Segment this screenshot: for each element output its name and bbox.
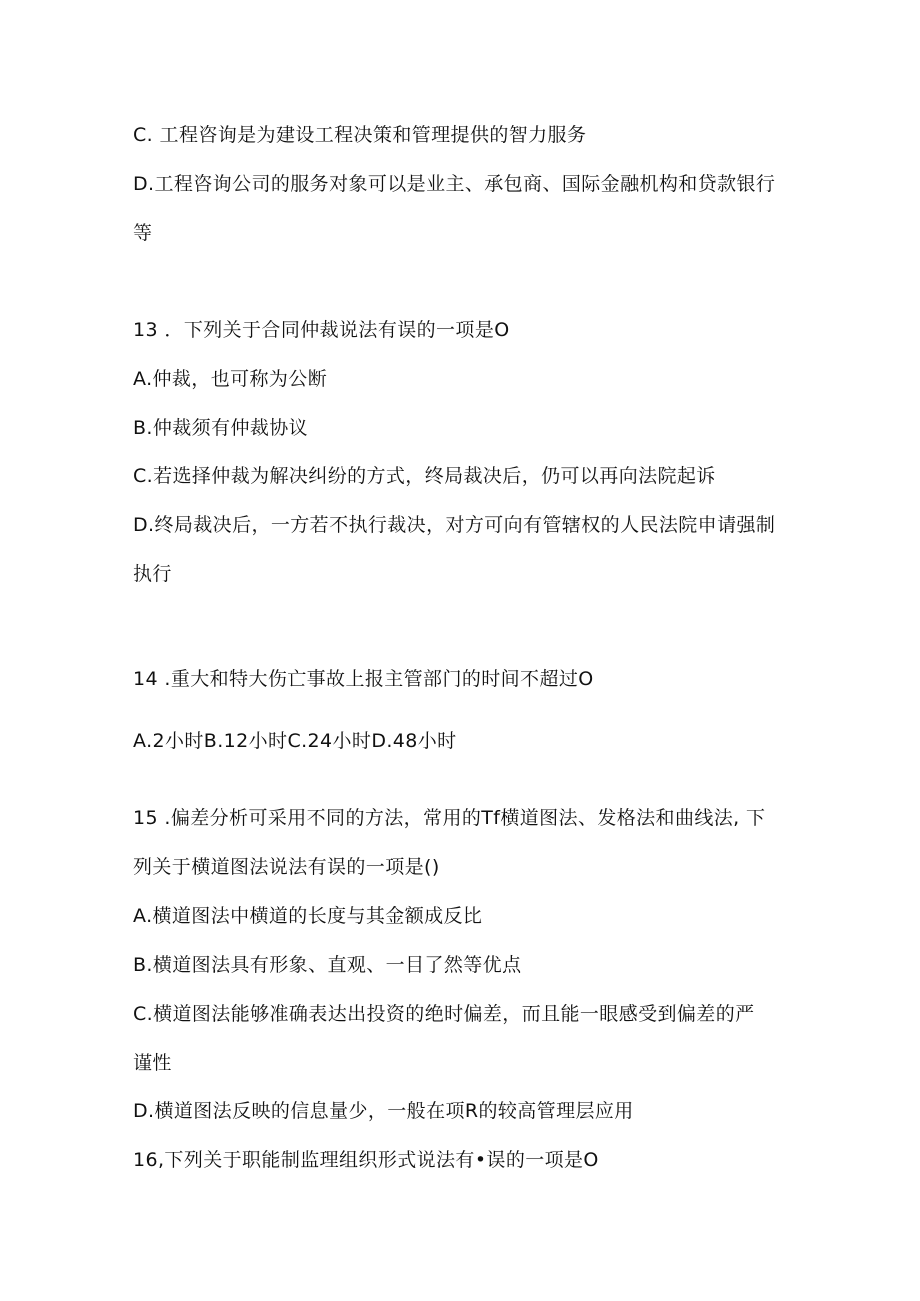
q13-option-d-line1: D.终局裁决后，一方若不执行裁决，对方可向有管辖权的人民法院申请强制 [133,514,776,536]
q15-option-c-line1: C.横道图法能够准确表达出投资的绝时偏差，而且能一眼感受到偏差的严 [133,1003,755,1025]
q15-stem-line1: 15 .偏差分析可采用不同的方法，常用的Tf横道图法、发格法和曲线法, 下 [133,807,766,829]
q14-stem: 14 .重大和特大伤亡事故上报主管部门的时间不超过O [133,668,594,690]
q12-option-c: C. 工程咨询是为建设工程决策和管理提供的智力服务 [133,124,587,146]
q14-options: A.2小时B.12小时C.24小时D.48小时 [133,730,457,752]
q13-option-c: C.若选择仲裁为解决纠纷的方式，终局裁决后，仍可以再向法院起诉 [133,465,716,487]
q13-stem: 13 ．下列关于合同仲裁说法有误的一项是O [133,319,510,341]
q13-option-d-line2: 执行 [133,563,172,585]
q16-stem: 16,下列关于职能制监理组织形式说法有•误的一项是O [133,1149,599,1171]
q13-option-a: A.仲裁，也可称为公断 [133,368,328,390]
q15-stem-line2: 列关于横道图法说法有误的一项是() [133,856,440,878]
q12-option-d-line1: D.工程咨询公司的服务对象可以是业主、承包商、国际金融机构和贷款银行 [133,173,776,195]
q15-option-a: A.横道图法中横道的长度与其金额成反比 [133,905,483,927]
q15-option-c-line2: 谨性 [133,1052,172,1074]
q13-option-b: B.仲裁须有仲裁协议 [133,417,309,439]
q15-option-b: B.横道图法具有形象、直观、一目了然等优点 [133,954,522,976]
q15-option-d: D.横道图法反映的信息量少，一般在项R的较高管理层应用 [133,1100,634,1122]
q12-option-d-line2: 等 [133,222,153,244]
